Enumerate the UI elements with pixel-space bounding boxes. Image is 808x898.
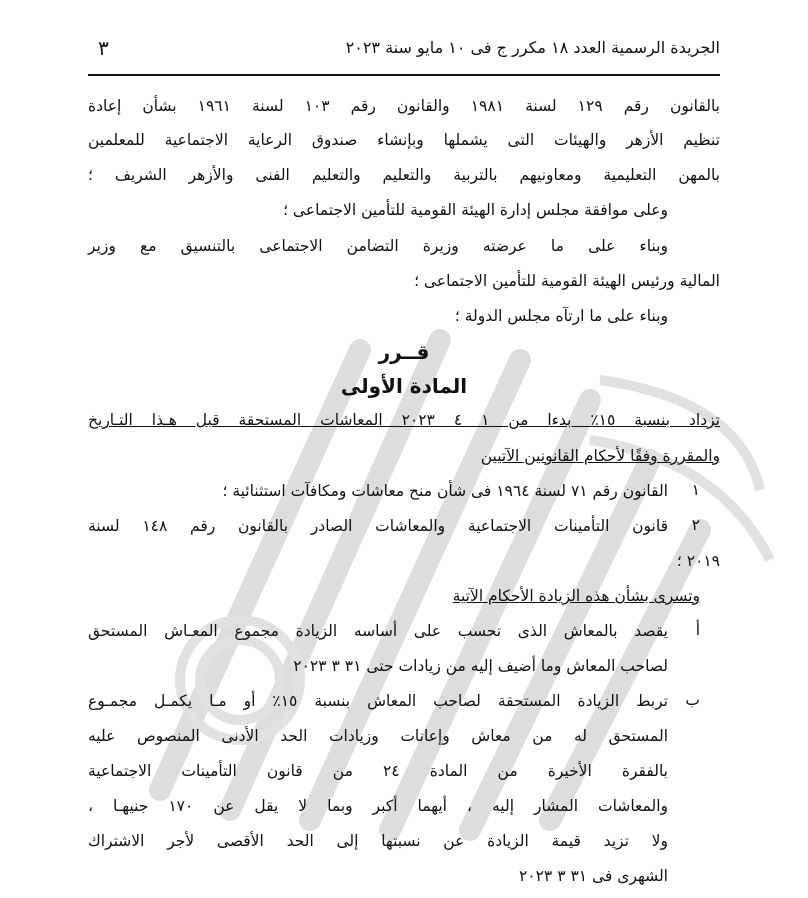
list-item: القانون رقم ٧١ لسنة ١٩٦٤ فى شأن منح معاشات ومكافآت استثنائية ؛: [222, 482, 668, 500]
article-intro-line: والمقررة وفقًا لأحكام القانونين الآتيين: [480, 447, 720, 465]
decree-heading: قــرر: [378, 340, 430, 364]
preamble-line: بالقانون رقم ١٢٩ لسنة ١٩٨١ والقانون رقم ١٠٣ لسنة ١٩٦١ بشأن إعادة: [88, 97, 720, 115]
preamble-line: وبناء على ما عرضته وزيرة التضامن الاجتماعى بالتنسيق مع وزير: [88, 237, 668, 255]
rules-intro: وتسرى بشأن هذه الزيادة الأحكام الآتية: [452, 587, 700, 605]
preamble-line: بالمهن التعليمية ومعاونيهم بالتربية والتعليم والتعليم الفنى والأزهر الشريف ؛: [88, 166, 720, 184]
header-divider: [88, 74, 720, 76]
rule-line: المستحق له من معاش وإعانات وزيادات الحد الأدنى المنصوص عليه: [88, 727, 668, 745]
item-letter: أ: [695, 621, 700, 639]
preamble-line: المالية ورئيس الهيئة القومية للتأمين الاجتماعى ؛: [414, 272, 720, 290]
item-letter: ب: [685, 691, 700, 709]
preamble-line: وعلى موافقة مجلس إدارة الهيئة القومية للتأمين الاجتماعى ؛: [283, 201, 668, 219]
rule-line: تربط الزيادة المستحقة لصاحب المعاش بنسبة ١٥٪ أو مـا يكمـل مجمـوع: [88, 692, 668, 710]
rule-line: يقصد بالمعاش الذى تحسب على أساسه الزيادة مجموع المعـاش المستحق: [88, 622, 668, 640]
item-number: ١: [691, 481, 700, 499]
rule-line: لصاحب المعاش وما أضيف إليه من زيادات حتى ٣١ ٣ ٢٠٢٣: [293, 657, 668, 675]
page-number: ٣: [98, 36, 109, 60]
article-intro-line: تزداد بنسبة ١٥٪ بدءا من ١ ٤ ٢٠٢٣ المعاشات المستحقة قبل هـذا التـاريخ: [88, 411, 720, 429]
article-heading: المادة الأولى: [340, 374, 468, 398]
gazette-title: الجريدة الرسمية العدد ١٨ مكرر ج فى ١٠ مايو سنة ٢٠٢٣: [345, 38, 720, 57]
gazette-header: [88, 38, 720, 66]
preamble-line: تنظيم الأزهر والهيئات التى يشملها وبإنشاء صندوق الرعاية الاجتماعية للمعلمين: [88, 131, 720, 149]
rule-line: الشهرى فى ٣١ ٣ ٢٠٢٣: [518, 867, 668, 885]
item-number: ٢: [691, 516, 700, 534]
list-item: قانون التأمينات الاجتماعية والمعاشات الصادر بالقانون رقم ١٤٨ لسنة: [88, 517, 668, 535]
list-item-continuation: ٢٠١٩ ؛: [676, 552, 720, 570]
rule-line: بالفقرة الأخيرة من المادة ٢٤ من قانون التأمينات الاجتماعية: [88, 762, 668, 780]
rule-line: والمعاشات المشار إليه ، أيهما أكبر وبما لا يقل عن ١٧٠ جنيهـا ،: [88, 797, 669, 815]
rule-line: ولا تزيد قيمة الزيادة عن نسبتها إلى الحد الأقصى لأجر الاشتراك: [88, 832, 668, 850]
preamble-line: وبناء على ما ارتآه مجلس الدولة ؛: [454, 307, 668, 325]
